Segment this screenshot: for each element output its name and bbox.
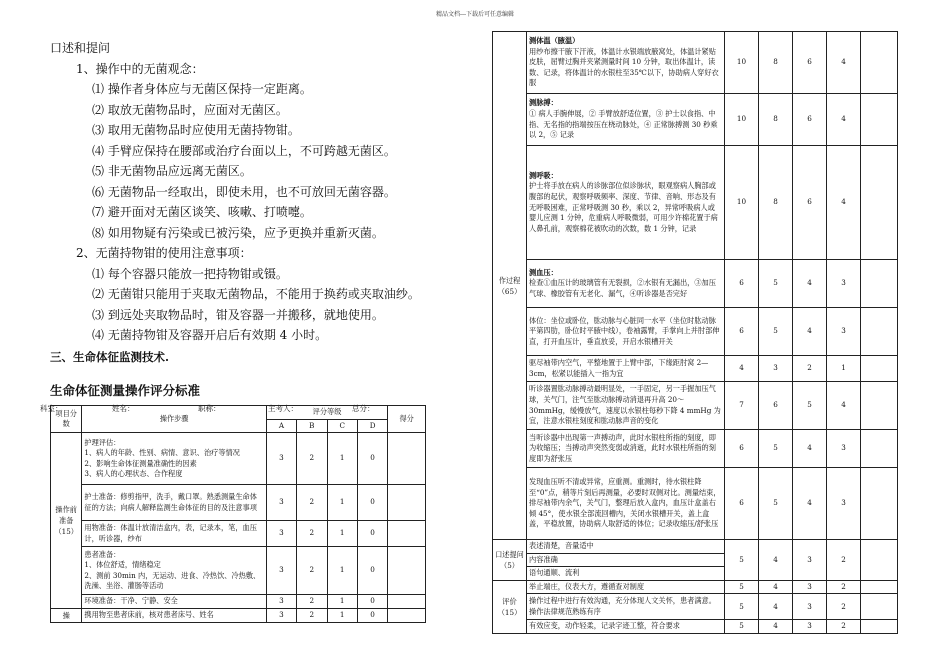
header-grade: 评分等级	[266, 406, 388, 420]
step-cell	[82, 547, 266, 595]
score-cell	[388, 608, 426, 622]
grade-d: 3	[827, 468, 861, 540]
step-text: 护士将手放在病人的诊脉部位似诊脉状，眼观察病人胸部或腹部的起伏，观察呼吸频率、深度、节律、音响、形态及有无呼吸困难，正常呼吸测 30 秒，乘以 2，异常呼吸病人或婴儿应测 1 分钟，危重病人呼吸微弱，可用少许棉花置于病人鼻孔前，观察棉花被吹动的次数，数 1 分钟，记录	[529, 181, 718, 233]
grade-a: 10	[725, 32, 759, 94]
grade-d: 4	[827, 94, 861, 146]
step-text: 听诊器置肱动脉搏动最明显处，一手固定，另一手握加压气球，关气门，注气至肱动脉搏动消退再升高 20～30mmHg，缓慢放气，速度以水银柱每秒下降 4 mmHg 为宜，注意水银柱刻度和肱动脉声音的变化	[529, 384, 721, 426]
table-row	[51, 608, 426, 622]
grade-d: 1	[827, 356, 861, 382]
score-cell	[861, 430, 898, 468]
grade-d: 3	[827, 260, 861, 308]
grade-b: 2	[297, 608, 327, 622]
list-item: ⑵ 无菌钳只能用于夹取无菌物品，不能用于换药或夹取油纱。	[92, 287, 420, 301]
grade-b: 2	[297, 433, 327, 485]
step-text: 体位：坐位或卧位，肱动脉与心脏同一水平（坐位时肱动脉平第四肋，卧位时平腋中线），卷袖露臂，手掌向上并肘部伸直，打开血压计，垂直放妥，开启水银槽开关	[529, 315, 720, 346]
step-line: 1、体位舒适，情绪稳定	[84, 560, 161, 570]
grade-c: 2	[793, 356, 827, 382]
grade-a: 10	[725, 146, 759, 260]
step-cell	[527, 382, 725, 430]
grade-b: 5	[759, 430, 793, 468]
grade-a: 3	[266, 547, 296, 595]
grade-b: 2	[297, 595, 327, 609]
header-score: 得分	[388, 406, 426, 433]
table-row	[493, 94, 898, 146]
intro-item-1: 1、操作中的无菌观念：	[76, 61, 204, 76]
oral-line: 语句通顺、流利	[529, 568, 580, 578]
group-label: 操作前准备（15）	[51, 433, 82, 609]
step-cell	[527, 594, 725, 620]
grade-a: 4	[725, 356, 759, 382]
grade-d: 4	[827, 146, 861, 260]
grade-a: 3	[266, 521, 296, 547]
oral-line: 表述清楚，音量适中	[527, 540, 724, 554]
table-row	[51, 595, 426, 609]
grade-a: 6	[725, 260, 759, 308]
step-cell	[82, 433, 266, 485]
step-cell	[527, 620, 725, 634]
left-column	[40, 38, 470, 415]
list-item: ⑹ 无菌物品一经取出，即使未用，也不可放回无菌容器。	[92, 184, 396, 199]
table-row	[493, 382, 898, 430]
table-row	[493, 594, 898, 620]
step-text: 检查①血压计的玻璃管有无裂损，②水银有无漏出，③加压气球、橡胶管有无老化、漏气，④听诊器是否完好	[529, 278, 716, 298]
step-cell	[527, 468, 725, 540]
step-cell	[82, 608, 266, 622]
grade-a: 5	[725, 580, 759, 594]
grade-c: 1	[327, 485, 357, 521]
step-cell	[527, 308, 725, 356]
meta-dept: 科室：	[40, 403, 63, 413]
table-row	[51, 547, 426, 595]
meta-examiner: 主考人：	[268, 403, 298, 413]
step-text: 发现血压听不清或异常，应重测。重测时，待水银柱降至“0”点，稍等片刻后再测量，必要时双侧对比。测量结束，排尽袖带内余气，关气门，整理后放入盒内，血压计盒盖右倾 45°，使水银全部流回槽内，关闭水银槽开关，盖上盒盖，平稳放置，协助病人取舒适的体位；记录收缩压/舒张压	[529, 477, 721, 529]
grade-b: 4	[759, 620, 793, 634]
step-cell	[527, 540, 725, 581]
step-title: 测血压：	[529, 267, 558, 277]
table-row	[493, 430, 898, 468]
table-row	[493, 540, 898, 581]
step-line: 1、病人的年龄、性别、病情、意识、治疗等情况	[84, 448, 240, 458]
grade-b: 4	[759, 594, 793, 620]
list-item: ⑺ 避开面对无菌区谈笑、咳嗽、打喷嚏。	[92, 205, 312, 219]
grade-b: 5	[759, 468, 793, 540]
score-cell	[861, 32, 898, 94]
score-cell	[388, 595, 426, 609]
grade-b: 8	[759, 32, 793, 94]
step-text: 用纱布擦干腋下汗液，体温计水银端放腋窝处，体温计紧贴皮肤，屈臂过胸并夹紧测量时间 10 分钟，取出体温计，读数、记录，将体温计的水银柱至35℃以下，协助病人穿好衣服	[529, 46, 719, 88]
grade-c: 6	[793, 32, 827, 94]
table-row	[493, 620, 898, 634]
step-line: 患者准备：	[84, 549, 121, 559]
grade-d: 3	[827, 430, 861, 468]
grade-c: 4	[793, 308, 827, 356]
header-steps: 操作步骤	[82, 406, 266, 433]
grade-b: 8	[759, 146, 793, 260]
score-cell	[388, 547, 426, 595]
list-item: ⑷ 手臂应保持在腰部或治疗台面以上，不可跨越无菌区。	[92, 143, 396, 158]
list-item: ⑵ 取放无菌物品时，应面对无菌区。	[92, 102, 288, 117]
grade-b: 8	[759, 94, 793, 146]
grade-c: 1	[327, 433, 357, 485]
grade-b: 2	[297, 547, 327, 595]
grade-c: 3	[793, 620, 827, 634]
step-line: 环境准备：干净、宁静、安全	[84, 596, 178, 606]
step-title: 测体温（腋温）	[529, 36, 580, 46]
grade-a: 6	[725, 468, 759, 540]
table-row	[493, 468, 898, 540]
intro-section	[40, 38, 470, 346]
oral-line: 内容准确	[527, 554, 724, 568]
list-item: ⑷ 无菌持物钳及容器开启后有效期 4 小时。	[92, 328, 328, 342]
step-cell	[82, 521, 266, 547]
grade-a: 7	[725, 382, 759, 430]
list-item: ⑶ 到远处夹取物品时，钳及容器一并搬移，就地使用。	[92, 307, 384, 322]
grade-d: 0	[357, 433, 387, 485]
step-cell	[527, 430, 725, 468]
score-cell	[861, 146, 898, 260]
step-cell	[527, 146, 725, 260]
step-line: 用物准备：体温计放清洁盒内，表，记录本，笔，血压计，听诊器，纱布	[84, 523, 257, 543]
step-cell	[527, 580, 725, 594]
step-text: 操作过程中进行有效沟通，充分体现人文关怀，患者满意。操作法律规范熟练有序	[529, 596, 716, 616]
grade-a: 5	[725, 594, 759, 620]
section-heading: 三、生命体征监测技术.	[50, 349, 170, 364]
grade-c: 3	[793, 580, 827, 594]
grade-c: 4	[793, 260, 827, 308]
score-cell	[861, 382, 898, 430]
step-cell	[527, 260, 725, 308]
grade-d: 0	[357, 485, 387, 521]
grade-d: 3	[827, 308, 861, 356]
step-text: ① 病人手腕伸展，② 手臂放舒适位置，③ 护士以食指、中指、无名指的指端按压在桡动脉处，④ 正常脉搏测 30 秒乘以 2，⑤ 记录	[529, 108, 718, 140]
score-cell	[861, 308, 898, 356]
score-cell	[861, 620, 898, 634]
step-line: 护士准备：修剪指甲，洗手，戴口罩。熟悉测量生命体征的方法；向病人解释监测生命体征的目的及注意事项	[84, 492, 257, 512]
group-label: 操	[51, 608, 82, 622]
grade-c: 1	[327, 547, 357, 595]
score-cell	[861, 260, 898, 308]
meta-total: 总分：	[352, 403, 375, 413]
group-label: 作过程（65）	[493, 32, 527, 540]
header-b: B	[297, 419, 327, 433]
intro-heading: 口述和提问	[50, 41, 111, 55]
step-line: 2、测前 30min 内，无运动、进食、冷热饮、冷热敷、洗澡、坐浴、灌肠等活动	[84, 570, 261, 591]
grade-d: 4	[827, 32, 861, 94]
grade-d: 2	[827, 594, 861, 620]
step-text: 有效应变，动作轻柔，记录字迹工整，符合要求	[529, 621, 680, 631]
score-cell	[861, 468, 898, 540]
table-row	[51, 433, 426, 485]
list-item: ⑶ 取用无菌物品时应使用无菌持物钳。	[92, 123, 300, 137]
score-cell	[861, 580, 898, 594]
table-row	[51, 521, 426, 547]
step-title: 测呼吸：	[529, 170, 558, 180]
table-row	[493, 260, 898, 308]
page-header: 精品文档---下载后可任意编辑	[435, 11, 515, 18]
grade-c: 1	[327, 608, 357, 622]
grade-d: 0	[357, 608, 387, 622]
meta-title: 职称：	[198, 403, 221, 413]
table-row	[493, 356, 898, 382]
step-line: 护理评估：	[84, 437, 121, 447]
grade-c: 1	[327, 595, 357, 609]
grade-d: 4	[827, 382, 861, 430]
score-cell	[861, 356, 898, 382]
grade-c: 5	[793, 382, 827, 430]
grade-b: 4	[759, 540, 793, 581]
grade-c: 3	[793, 594, 827, 620]
grade-a: 3	[266, 485, 296, 521]
score-table-right	[492, 31, 898, 634]
grade-a: 6	[725, 308, 759, 356]
grade-b: 2	[297, 485, 327, 521]
score-cell	[388, 433, 426, 485]
step-cell	[527, 94, 725, 146]
grade-d: 2	[827, 540, 861, 581]
score-cell	[861, 94, 898, 146]
score-cell	[861, 594, 898, 620]
grade-a: 3	[266, 608, 296, 622]
grade-a: 5	[725, 540, 759, 581]
grade-d: 2	[827, 620, 861, 634]
list-item: ⑸ 非无菌物品应远离无菌区。	[92, 164, 252, 178]
grade-b: 5	[759, 308, 793, 356]
header-a: A	[266, 419, 296, 433]
grade-c: 6	[793, 94, 827, 146]
grade-d: 0	[357, 521, 387, 547]
grade-c: 4	[793, 430, 827, 468]
intro-item-2: 2、无菌持物钳的使用注意事项：	[76, 246, 252, 260]
step-line: 3、病人的心理状态、合作程度	[84, 469, 183, 479]
grade-b: 2	[297, 521, 327, 547]
step-text: 当听诊器中出现第一声搏动声，此时水银柱所指的刻度，即为收缩压；当搏动声突然变弱或消逝，此时水银柱所指的刻度即为舒张压	[529, 432, 716, 463]
grade-d: 0	[357, 547, 387, 595]
grade-a: 6	[725, 430, 759, 468]
list-item: ⑴ 每个容器只能放一把持物钳或镊。	[92, 266, 288, 281]
list-item: ⑴ 操作者身体应与无菌区保持一定距离。	[92, 82, 312, 96]
grade-a: 3	[266, 595, 296, 609]
grade-c: 1	[327, 521, 357, 547]
step-title: 测脉搏：	[529, 98, 558, 108]
step-cell	[82, 595, 266, 609]
header-c: C	[327, 419, 357, 433]
grade-a: 10	[725, 94, 759, 146]
step-text: 举止端庄，仪表大方，遵循查对制度	[529, 581, 645, 591]
table-row	[51, 485, 426, 521]
form-title: 生命体征测量操作评分标准	[50, 382, 201, 398]
group-label: 评价（15）	[493, 580, 527, 633]
score-cell	[388, 485, 426, 521]
step-line: 2、影响生命体征测量准确性的因素	[84, 458, 197, 468]
table-row	[493, 308, 898, 356]
grade-a: 5	[725, 620, 759, 634]
list-item: ⑻ 如用物疑有污染或已被污染，应予更换并重新灭菌。	[92, 225, 384, 240]
step-cell	[527, 32, 725, 94]
step-cell	[527, 356, 725, 382]
header-item: 项目分数	[51, 406, 82, 433]
grade-b: 5	[759, 260, 793, 308]
grade-c: 6	[793, 146, 827, 260]
grade-b: 3	[759, 356, 793, 382]
grade-b: 6	[759, 382, 793, 430]
step-line: 携用物至患者床前，核对患者床号、姓名	[84, 609, 214, 619]
meta-name: 姓名：	[112, 403, 135, 413]
grade-b: 4	[759, 580, 793, 594]
score-table-left	[50, 405, 426, 623]
grade-c: 3	[793, 540, 827, 581]
step-text: 驱尽袖带内空气，平整地置于上臂中部，下缘距肘窝 2—3cm，松紧以能插入一指为宜	[529, 357, 709, 378]
grade-c: 4	[793, 468, 827, 540]
table-row	[493, 146, 898, 260]
score-cell	[388, 521, 426, 547]
score-cell	[861, 540, 898, 581]
grade-d: 2	[827, 580, 861, 594]
grade-a: 3	[266, 433, 296, 485]
table-row	[493, 32, 898, 94]
group-label: 口述提问（5）	[493, 540, 527, 581]
step-cell	[82, 485, 266, 521]
header-d: D	[357, 419, 387, 433]
grade-d: 0	[357, 595, 387, 609]
table-row	[493, 580, 898, 594]
